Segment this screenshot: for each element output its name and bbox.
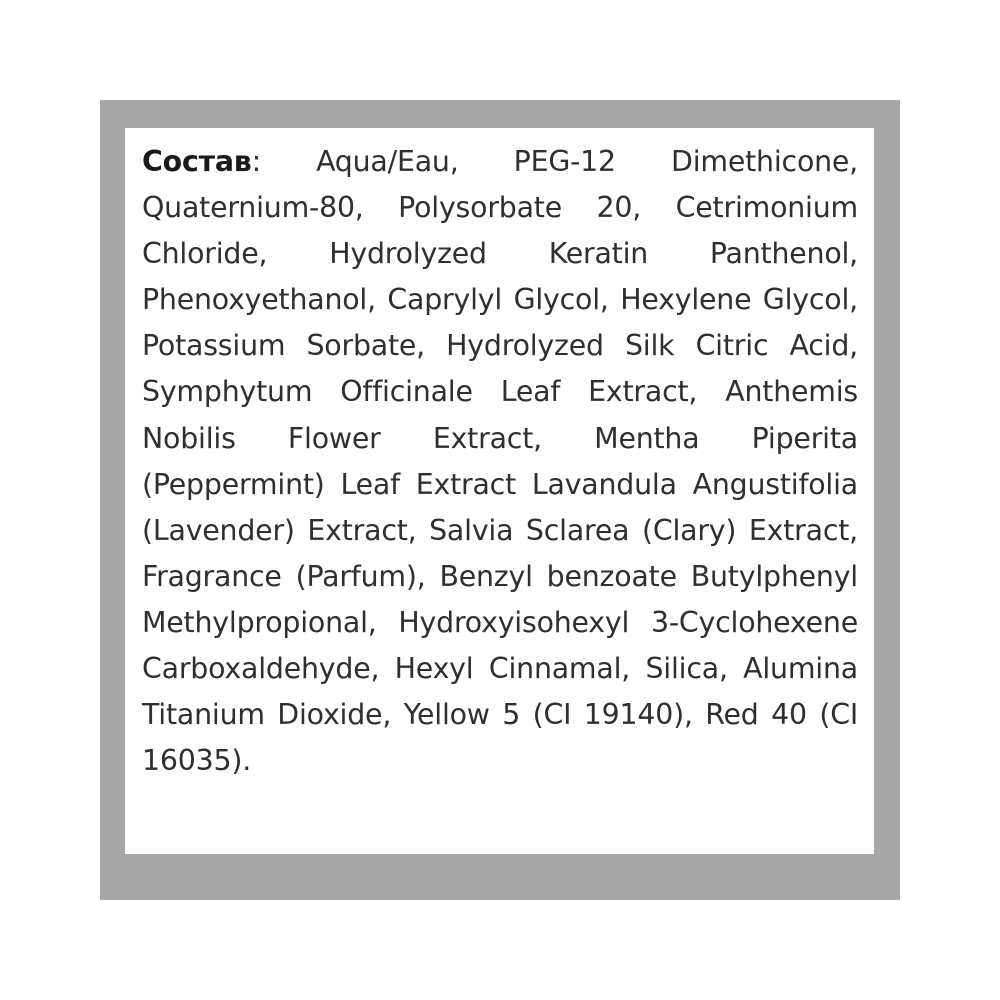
composition-label: Состав (142, 145, 252, 178)
ingredients-list: Aqua/Eau, PEG-12 Dimethicone, Quaternium-80, Polysorbate 20, Cetrimonium Chloride, Hydrolyzed Keratin Panthenol, Phenoxyethanol, Caprylyl Glycol, Hexylene Glycol, Potassium Sorbate, Hydrolyzed Silk Citric Acid, Symphytum Officinale Leaf Extract, Anthemis Nobilis Flower Extract, Mentha Piperita (Peppermint) Leaf Extract Lavandula Angustifolia (Lavender) Extract, Salvia Sclarea (Clary) Extract, Fragrance (Parfum), Benzyl benzoate Butylphenyl Methylpropional, Hydroxyisohexyl 3-Cyclohexene Carboxaldehyde, Hexyl Cinnamal, Silica, Alumina Titanium Dioxide, Yellow 5 (CI 19140), Red 40 (CI 16035). (142, 145, 858, 778)
composition-text (142, 139, 858, 784)
composition-separator: : (251, 145, 261, 178)
